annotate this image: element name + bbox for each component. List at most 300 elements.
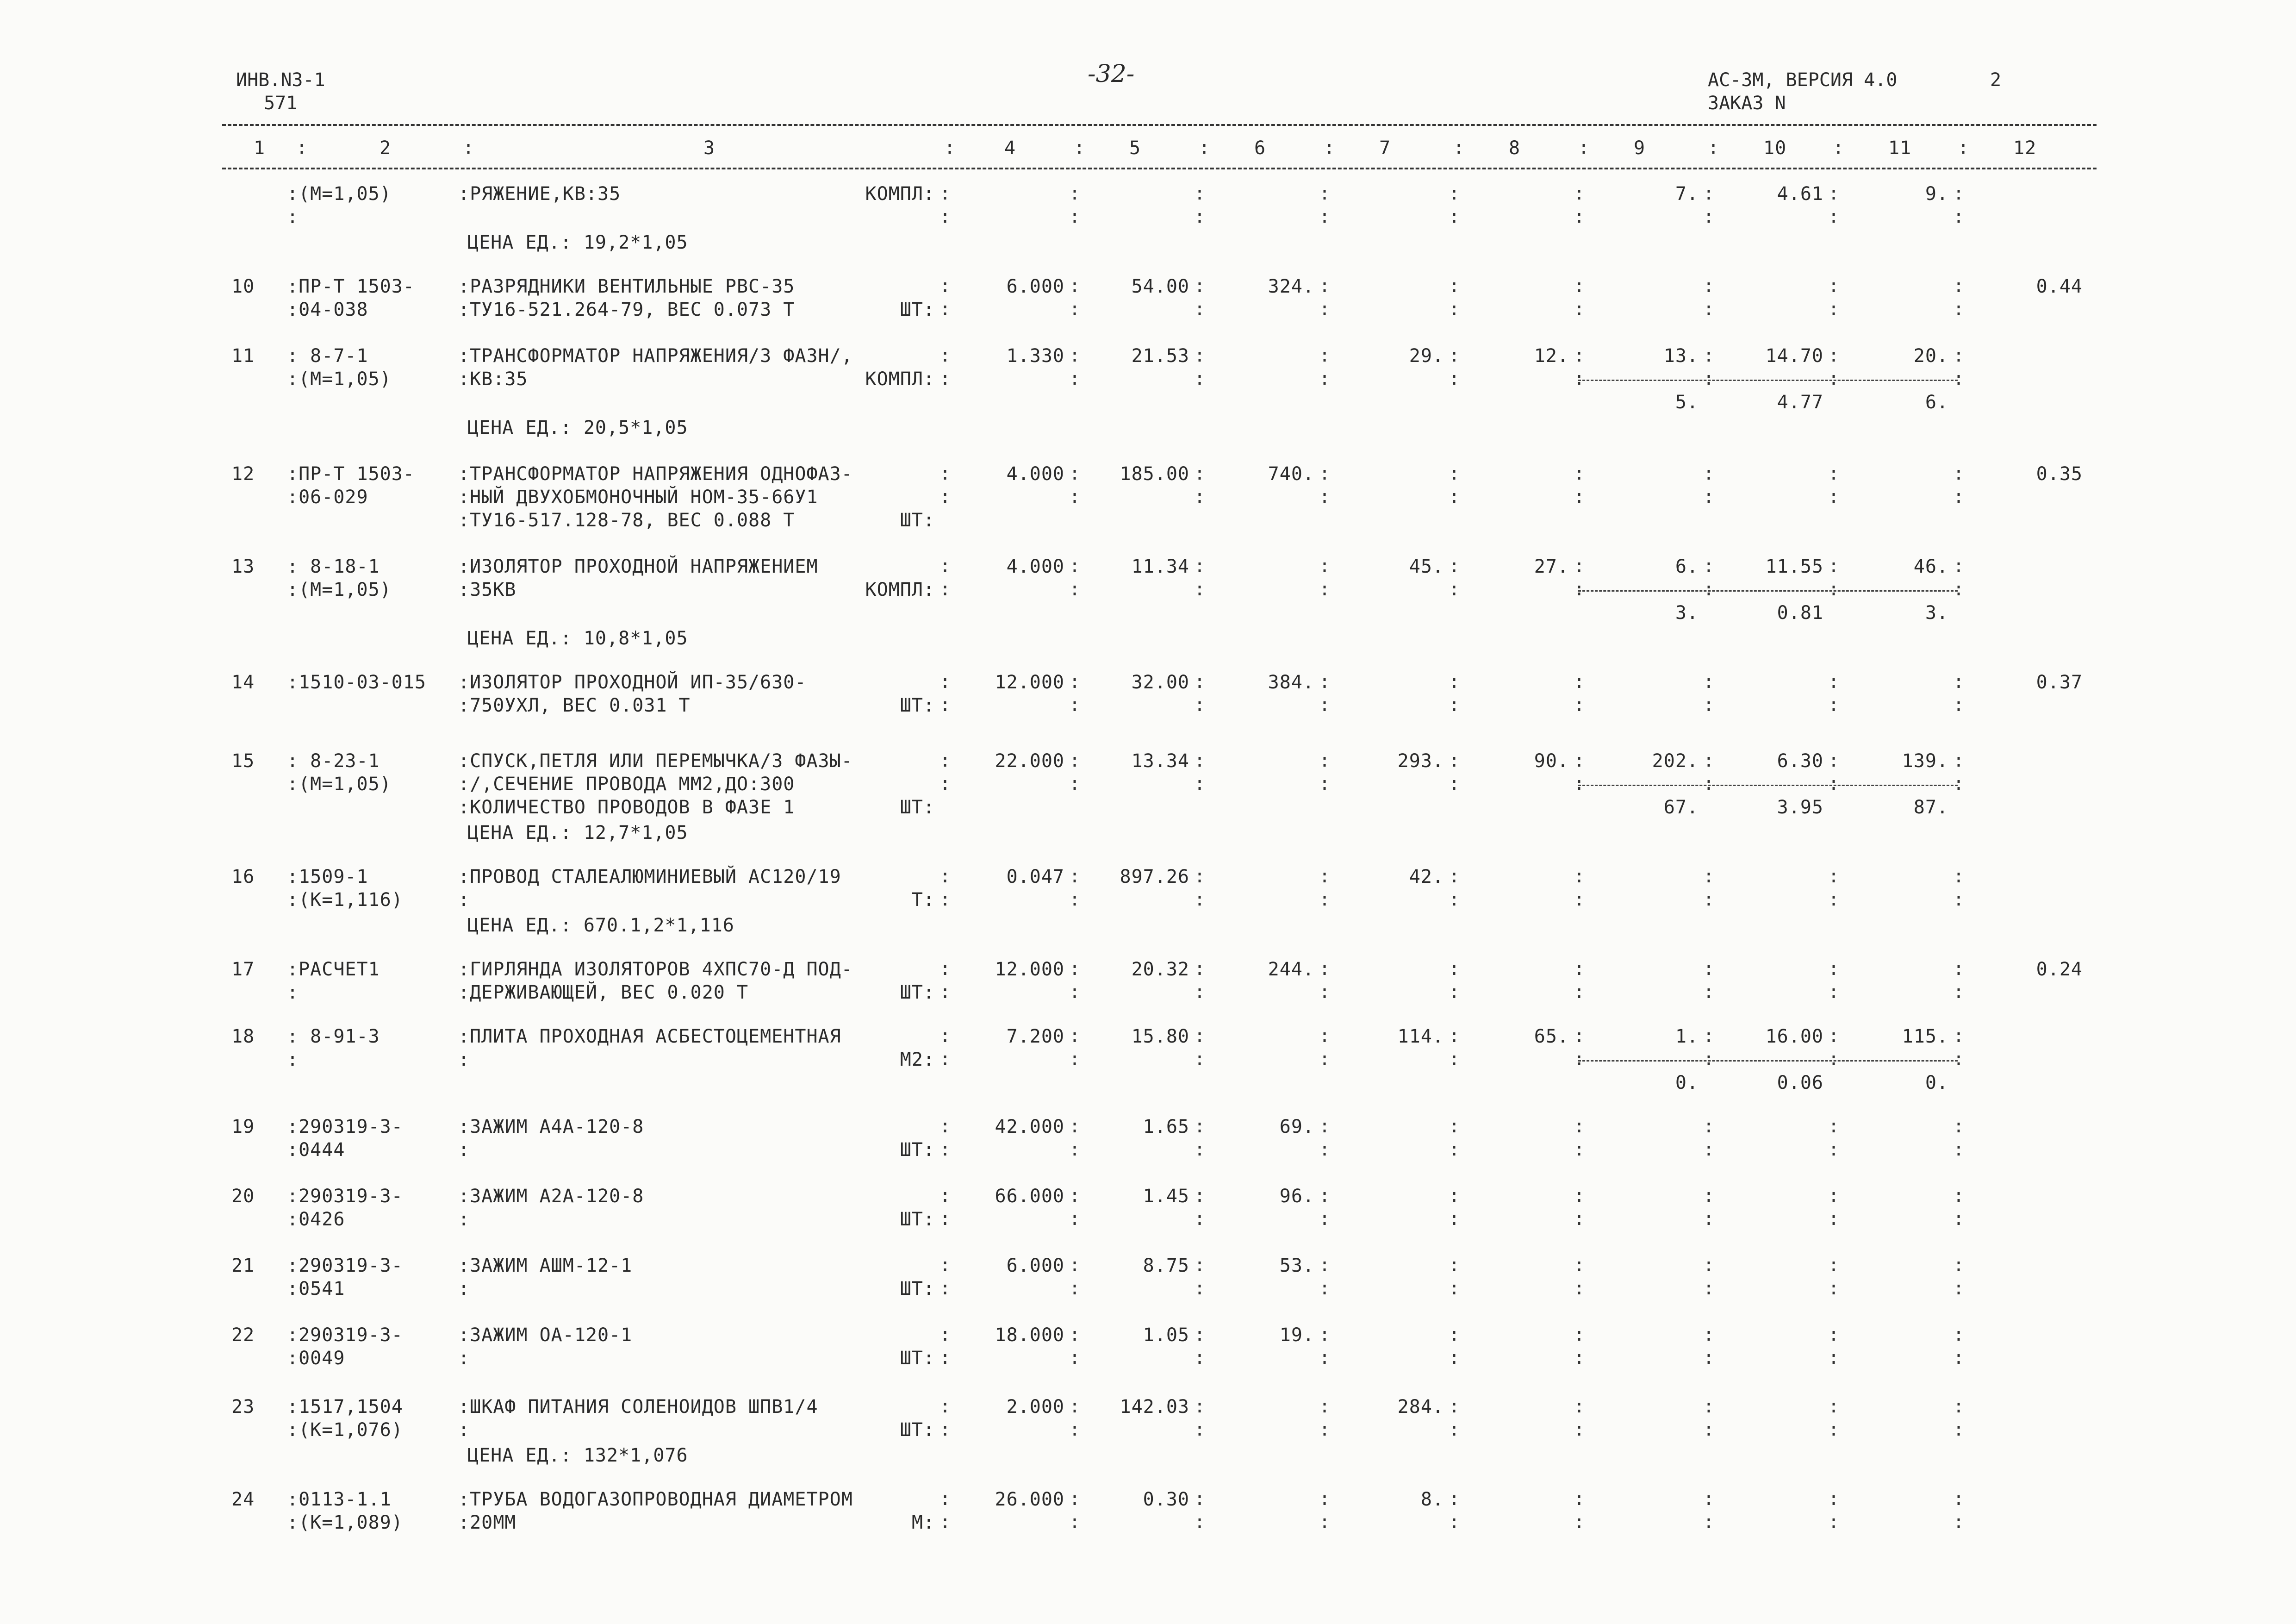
cell-qty: 7.200	[1006, 1026, 1064, 1047]
cell-c9: 202.	[1652, 750, 1699, 772]
row-code: :ПР-Т 1503-	[287, 463, 415, 485]
cell-separator: :	[1449, 981, 1460, 1003]
unit-price-formula: ЦЕНА ЕД.: 12,7*1,05	[467, 822, 688, 843]
row-description: :СПУСК,ПЕТЛЯ ИЛИ ПЕРЕМЫЧКА/3 ФАЗЫ-	[458, 750, 853, 772]
cell-separator: :	[1828, 1208, 1840, 1230]
row-code: :0541	[287, 1278, 345, 1299]
column-header-8: 8	[1509, 137, 1521, 159]
cell-separator: :	[1194, 958, 1206, 980]
cell-price: 32.00	[1131, 672, 1189, 693]
unit-price-formula: ЦЕНА ЕД.: 19,2*1,05	[467, 232, 688, 253]
cell-separator: :	[1319, 345, 1331, 366]
cell-c12: 0.44	[2036, 276, 2083, 297]
cell-separator: :	[1828, 1116, 1840, 1137]
cell-separator: :	[1574, 1488, 1585, 1510]
cell-separator: :	[1319, 486, 1331, 507]
row-number: 24	[231, 1489, 255, 1510]
cell-c6: 384.	[1268, 672, 1314, 693]
column-header-9: 9	[1634, 137, 1646, 159]
row-code: :04-038	[287, 299, 368, 320]
row-code: :290319-3-	[287, 1255, 403, 1276]
cell-separator: :	[940, 750, 951, 771]
cell-separator: :	[1069, 981, 1081, 1003]
cell-separator: :	[1703, 1512, 1715, 1533]
cell-separator: :	[1194, 463, 1206, 484]
cell-separator: :	[1069, 486, 1081, 507]
cell-separator: :	[1953, 1419, 1965, 1440]
row-code: : 8-7-1	[287, 345, 368, 367]
cell-separator: :	[1449, 183, 1460, 204]
cell-separator: :	[1449, 368, 1460, 389]
cell-separator: :	[1574, 866, 1585, 887]
cell-separator: :	[1828, 1139, 1840, 1160]
cell-c9: 7.	[1675, 183, 1699, 205]
row-description: :ЗАЖИМ А2А-120-8	[458, 1186, 644, 1207]
row-description: :	[458, 1139, 470, 1161]
cell-separator: :	[1703, 1396, 1715, 1417]
cell-separator: :	[1194, 1419, 1206, 1440]
cell-c10b: 3.95	[1777, 797, 1823, 818]
row-description: :ЗАЖИМ АШМ-12-1	[458, 1255, 633, 1276]
cell-separator: :	[1953, 1139, 1965, 1160]
column-header-5: 5	[1129, 137, 1141, 159]
header-rule-bottom	[222, 168, 2097, 169]
cell-separator: :	[1953, 345, 1965, 366]
row-description: :ИЗОЛЯТОР ПРОХОДНОЙ НАПРЯЖЕНИЕМ	[458, 556, 818, 577]
cell-separator: :	[1703, 1185, 1715, 1206]
cell-separator: :	[940, 1139, 951, 1160]
cell-separator: :	[1069, 183, 1081, 204]
cell-separator: :	[1194, 1278, 1206, 1299]
cell-separator: :	[1953, 1208, 1965, 1230]
cell-c7: 8.	[1420, 1489, 1444, 1510]
cell-separator: :	[1703, 1278, 1715, 1299]
cell-separator: :	[1449, 1025, 1460, 1047]
cell-separator: :	[1574, 958, 1585, 980]
cell-separator: :	[1449, 958, 1460, 980]
cell-separator: :	[1703, 1049, 1715, 1070]
cell-separator: :	[1194, 671, 1206, 693]
cell-separator: :	[1574, 1419, 1585, 1440]
cell-c11b: 6.	[1925, 392, 1948, 413]
cell-separator: :	[1828, 958, 1840, 980]
cell-separator: :	[1319, 671, 1331, 693]
cell-separator: :	[940, 889, 951, 910]
cell-separator: :	[1703, 1139, 1715, 1160]
cell-separator: :	[1069, 1139, 1081, 1160]
row-code: :1510-03-015	[287, 672, 426, 693]
cell-separator: :	[940, 463, 951, 484]
cell-separator: :	[1319, 299, 1331, 320]
cell-c9b: 3.	[1675, 602, 1699, 624]
row-code: : 8-91-3	[287, 1026, 380, 1047]
cell-qty: 0.047	[1006, 866, 1064, 887]
row-code: : 8-23-1	[287, 750, 380, 772]
row-number: 10	[231, 276, 255, 297]
cell-separator: :	[1574, 579, 1585, 600]
cell-price: 0.30	[1143, 1489, 1189, 1510]
cell-separator: :	[1574, 1278, 1585, 1299]
cell-separator: :	[1703, 368, 1715, 389]
row-code: :(М=1,05)	[287, 183, 392, 205]
cell-separator: :	[1953, 958, 1965, 980]
cell-separator: :	[1574, 1255, 1585, 1276]
column-header-10: 10	[1763, 137, 1787, 159]
cell-price: 54.00	[1131, 276, 1189, 297]
cell-separator: :	[1069, 1116, 1081, 1137]
unit-price-formula: ЦЕНА ЕД.: 132*1,076	[467, 1445, 688, 1466]
cell-qty: 66.000	[995, 1186, 1064, 1207]
cell-separator: :	[1449, 275, 1460, 297]
row-description: :ДЕРЖИВАЮЩЕЙ, ВЕС 0.020 Т	[458, 982, 749, 1003]
cell-qty: 18.000	[995, 1324, 1064, 1346]
column-header-7: 7	[1379, 137, 1391, 159]
row-code: :(К=1,089)	[287, 1512, 403, 1533]
cell-separator: :	[940, 275, 951, 297]
column-header-separator: :	[944, 137, 956, 158]
cell-separator: :	[1953, 299, 1965, 320]
cell-c10: 6.30	[1777, 750, 1823, 772]
cell-separator: :	[1449, 1512, 1460, 1533]
cell-separator: :	[1319, 368, 1331, 389]
cell-separator: :	[940, 1396, 951, 1417]
cell-separator: :	[1574, 1025, 1585, 1047]
cell-separator: :	[1194, 1208, 1206, 1230]
row-description: :20ММ	[458, 1512, 516, 1533]
row-code: :0049	[287, 1348, 345, 1369]
row-code: :(М=1,05)	[287, 774, 392, 795]
cell-separator: :	[1069, 1049, 1081, 1070]
cell-separator: :	[1574, 275, 1585, 297]
column-header-11: 11	[1888, 137, 1912, 159]
cell-separator: :	[1574, 889, 1585, 910]
cell-separator: :	[1449, 889, 1460, 910]
cell-separator: :	[940, 866, 951, 887]
row-unit: КОМПЛ:	[865, 579, 935, 600]
cell-separator: :	[1319, 1049, 1331, 1070]
row-number: 18	[231, 1026, 255, 1047]
program-page: 2	[1990, 69, 2002, 91]
row-description: :ГИРЛЯНДА ИЗОЛЯТОРОВ 4ХПС70-Д ПОД-	[458, 959, 853, 980]
cell-separator: :	[1828, 1347, 1840, 1368]
row-code: : 8-18-1	[287, 556, 380, 577]
row-description: :ТРУБА ВОДОГАЗОПРОВОДНАЯ ДИАМЕТРОМ	[458, 1489, 853, 1510]
cell-separator: :	[1194, 556, 1206, 577]
row-code: :290319-3-	[287, 1324, 403, 1346]
inventory-number-sub: 571	[264, 93, 298, 114]
cell-c8: 90.	[1534, 750, 1569, 772]
cell-separator: :	[1703, 299, 1715, 320]
row-description: :КОЛИЧЕСТВО ПРОВОДОВ В ФАЗЕ 1	[458, 797, 795, 818]
cell-separator: :	[940, 958, 951, 980]
cell-separator: :	[940, 1116, 951, 1137]
row-number: 16	[231, 866, 255, 887]
cell-c10b: 4.77	[1777, 392, 1823, 413]
cell-separator: :	[1828, 275, 1840, 297]
cell-separator: :	[940, 579, 951, 600]
row-description: :ИЗОЛЯТОР ПРОХОДНОЙ ИП-35/630-	[458, 672, 807, 693]
cell-separator: :	[1319, 981, 1331, 1003]
cell-separator: :	[1574, 1049, 1585, 1070]
row-description: :ПЛИТА ПРОХОДНАЯ АСБЕСТОЦЕМЕНТНАЯ	[458, 1026, 841, 1047]
cell-separator: :	[1828, 345, 1840, 366]
cell-separator: :	[1953, 486, 1965, 507]
cell-separator: :	[1703, 345, 1715, 366]
row-code: :ПР-Т 1503-	[287, 276, 415, 297]
cell-separator: :	[1953, 1278, 1965, 1299]
cell-separator: :	[1449, 345, 1460, 366]
row-number: 23	[231, 1396, 255, 1418]
row-code: :(М=1,05)	[287, 369, 392, 390]
cell-separator: :	[1703, 1116, 1715, 1137]
cell-separator: :	[1069, 1278, 1081, 1299]
cell-separator: :	[940, 1512, 951, 1533]
cell-separator: :	[1953, 579, 1965, 600]
cell-c9: 6.	[1675, 556, 1699, 577]
cell-c7: 293.	[1397, 750, 1444, 772]
cell-separator: :	[1703, 1208, 1715, 1230]
cell-qty: 2.000	[1006, 1396, 1064, 1418]
cell-qty: 6.000	[1006, 1255, 1064, 1276]
cell-price: 185.00	[1120, 463, 1189, 485]
cell-separator: :	[1574, 463, 1585, 484]
cell-separator: :	[1194, 345, 1206, 366]
cell-separator: :	[1953, 671, 1965, 693]
cell-c6: 69.	[1279, 1116, 1314, 1137]
row-number: 15	[231, 750, 255, 772]
cell-separator: :	[1703, 1025, 1715, 1047]
cell-separator: :	[1069, 671, 1081, 693]
cell-separator: :	[1574, 1396, 1585, 1417]
cell-separator: :	[1194, 1116, 1206, 1137]
cell-price: 8.75	[1143, 1255, 1189, 1276]
row-code: :(К=1,076)	[287, 1419, 403, 1441]
cell-separator: :	[1449, 1396, 1460, 1417]
cell-separator: :	[1069, 866, 1081, 887]
cell-qty: 4.000	[1006, 463, 1064, 485]
cell-separator: :	[1319, 1255, 1331, 1276]
cell-separator: :	[1828, 1049, 1840, 1070]
cell-separator: :	[1574, 1116, 1585, 1137]
cell-separator: :	[1449, 556, 1460, 577]
column-header-separator: :	[1958, 137, 1969, 158]
row-description: :ШКАФ ПИТАНИЯ СОЛЕНОИДОВ ШПВ1/4	[458, 1396, 818, 1418]
cell-separator: :	[1703, 1255, 1715, 1276]
cell-c9b: 0.	[1675, 1072, 1699, 1093]
row-description: :	[458, 1049, 470, 1070]
cell-separator: :	[940, 206, 951, 227]
cell-separator: :	[1069, 1025, 1081, 1047]
cell-price: 897.26	[1120, 866, 1189, 887]
cell-separator: :	[1953, 206, 1965, 227]
cell-separator: :	[1449, 1419, 1460, 1440]
row-description: :ТУ16-517.128-78, ВЕС 0.088 Т	[458, 510, 795, 531]
cell-c11: 46.	[1913, 556, 1948, 577]
cell-c6: 19.	[1279, 1324, 1314, 1346]
cell-separator: :	[1069, 1512, 1081, 1533]
cell-separator: :	[1194, 694, 1206, 716]
cell-separator: :	[940, 486, 951, 507]
column-header-12: 12	[2013, 137, 2037, 159]
row-unit: Т:	[911, 889, 935, 911]
cell-separator: :	[1069, 1324, 1081, 1345]
cell-separator: :	[1319, 694, 1331, 716]
cell-separator: :	[1069, 1347, 1081, 1368]
row-code: :0426	[287, 1209, 345, 1230]
inventory-number: ИНВ.N3-1	[236, 69, 325, 91]
column-header-separator: :	[1708, 137, 1719, 158]
cell-separator: :	[1828, 183, 1840, 204]
cell-separator: :	[1319, 866, 1331, 887]
cell-c11: 9.	[1925, 183, 1948, 205]
cell-separator: :	[1069, 958, 1081, 980]
cell-separator: :	[1828, 889, 1840, 910]
cell-separator: :	[1574, 486, 1585, 507]
cell-price: 1.05	[1143, 1324, 1189, 1346]
row-code: :(К=1,116)	[287, 889, 403, 911]
cell-separator: :	[940, 1324, 951, 1345]
cell-separator: :	[940, 694, 951, 716]
cell-separator: :	[940, 1185, 951, 1206]
cell-separator: :	[940, 299, 951, 320]
row-description: :750УХЛ, ВЕС 0.031 Т	[458, 695, 691, 716]
cell-separator: :	[1828, 486, 1840, 507]
cell-separator: :	[1574, 1185, 1585, 1206]
cell-c6: 53.	[1279, 1255, 1314, 1276]
cell-separator: :	[1828, 463, 1840, 484]
cell-separator: :	[1828, 671, 1840, 693]
row-unit: ШТ:	[900, 1278, 935, 1299]
cell-separator: :	[1319, 579, 1331, 600]
cell-price: 1.45	[1143, 1186, 1189, 1207]
cell-separator: :	[1069, 368, 1081, 389]
cell-separator: :	[1828, 981, 1840, 1003]
cell-separator: :	[1319, 1396, 1331, 1417]
cell-separator: :	[1194, 1512, 1206, 1533]
row-unit: ШТ:	[900, 695, 935, 716]
cell-price: 142.03	[1120, 1396, 1189, 1418]
cell-separator: :	[1449, 486, 1460, 507]
cell-separator: :	[1449, 1049, 1460, 1070]
cell-separator: :	[1319, 1278, 1331, 1299]
cell-separator: :	[1953, 694, 1965, 716]
cell-separator: :	[1953, 1488, 1965, 1510]
cell-qty: 4.000	[1006, 556, 1064, 577]
row-description: :РЯЖЕНИЕ,КВ:35	[458, 183, 621, 205]
cell-separator: :	[1703, 694, 1715, 716]
cell-separator: :	[940, 1278, 951, 1299]
cell-separator: :	[1828, 1185, 1840, 1206]
row-number: 20	[231, 1186, 255, 1207]
cell-separator: :	[1703, 750, 1715, 771]
cell-separator: :	[1574, 183, 1585, 204]
cell-separator: :	[1069, 694, 1081, 716]
cell-separator: :	[1703, 579, 1715, 600]
column-header-separator: :	[296, 137, 308, 158]
cell-separator: :	[1953, 183, 1965, 204]
cell-separator: :	[1194, 1347, 1206, 1368]
cell-c9: 13.	[1663, 345, 1699, 367]
cell-separator: :	[1449, 866, 1460, 887]
row-description: :ТРАНСФОРМАТОР НАПРЯЖЕНИЯ/3 ФАЗН/,	[458, 345, 853, 367]
row-description: :ПРОВОД СТАЛЕАЛЮМИНИЕВЫЙ АС120/19	[458, 866, 841, 887]
cell-separator: :	[1069, 1185, 1081, 1206]
cell-separator: :	[1703, 206, 1715, 227]
cell-separator: :	[1953, 1116, 1965, 1137]
cell-c11b: 0.	[1925, 1072, 1948, 1093]
row-unit: М2:	[900, 1049, 935, 1070]
unit-price-formula: ЦЕНА ЕД.: 670.1,2*1,116	[467, 915, 734, 936]
cell-c6: 96.	[1279, 1186, 1314, 1207]
cell-c6: 324.	[1268, 276, 1314, 297]
column-header-separator: :	[1074, 137, 1085, 158]
cell-separator: :	[1828, 866, 1840, 887]
cell-separator: :	[1953, 1324, 1965, 1345]
cell-separator: :	[940, 1208, 951, 1230]
row-number: 19	[231, 1116, 255, 1137]
cell-separator: :	[1703, 889, 1715, 910]
row-code: :0113-1.1	[287, 1489, 392, 1510]
cell-separator: :	[1194, 1049, 1206, 1070]
row-number: 11	[231, 345, 255, 367]
cell-separator: :	[1953, 275, 1965, 297]
cell-separator: :	[1703, 275, 1715, 297]
cell-qty: 6.000	[1006, 276, 1064, 297]
cell-separator: :	[1828, 1396, 1840, 1417]
cell-price: 1.65	[1143, 1116, 1189, 1137]
cell-c11b: 87.	[1913, 797, 1948, 818]
cell-separator: :	[1449, 1278, 1460, 1299]
row-code: :	[287, 1049, 299, 1070]
cell-separator: :	[1574, 773, 1585, 794]
cell-separator: :	[1703, 1419, 1715, 1440]
cell-separator: :	[1574, 299, 1585, 320]
cell-c8: 27.	[1534, 556, 1569, 577]
cell-c12: 0.35	[2036, 463, 2083, 485]
cell-qty: 12.000	[995, 959, 1064, 980]
cell-c9b: 5.	[1675, 392, 1699, 413]
cell-separator: :	[1574, 671, 1585, 693]
row-code: :(М=1,05)	[287, 579, 392, 600]
column-header-4: 4	[1004, 137, 1016, 159]
cell-separator: :	[1574, 368, 1585, 389]
cell-separator: :	[1828, 694, 1840, 716]
cell-separator: :	[1828, 1255, 1840, 1276]
cell-separator: :	[1828, 1419, 1840, 1440]
row-description: :35КВ	[458, 579, 516, 600]
cell-c12: 0.37	[2036, 672, 2083, 693]
row-unit: ШТ:	[900, 1348, 935, 1369]
row-description: :/,СЕЧЕНИЕ ПРОВОДА ММ2,ДО:300	[458, 774, 795, 795]
cell-c7: 284.	[1397, 1396, 1444, 1418]
cell-separator: :	[940, 1488, 951, 1510]
cell-separator: :	[1194, 368, 1206, 389]
cell-c8: 65.	[1534, 1026, 1569, 1047]
row-code: :РАСЧЕТ1	[287, 959, 380, 980]
row-code: :	[287, 206, 299, 228]
cell-separator: :	[1069, 206, 1081, 227]
cell-separator: :	[1194, 1324, 1206, 1345]
subtotal-divider	[1578, 590, 1958, 592]
cell-c10: 11.55	[1765, 556, 1823, 577]
cell-separator: :	[1828, 206, 1840, 227]
cell-separator: :	[1953, 1049, 1965, 1070]
cell-separator: :	[940, 1025, 951, 1047]
cell-separator: :	[940, 1255, 951, 1276]
cell-separator: :	[1953, 981, 1965, 1003]
row-code: :290319-3-	[287, 1116, 403, 1137]
cell-separator: :	[1703, 1324, 1715, 1345]
